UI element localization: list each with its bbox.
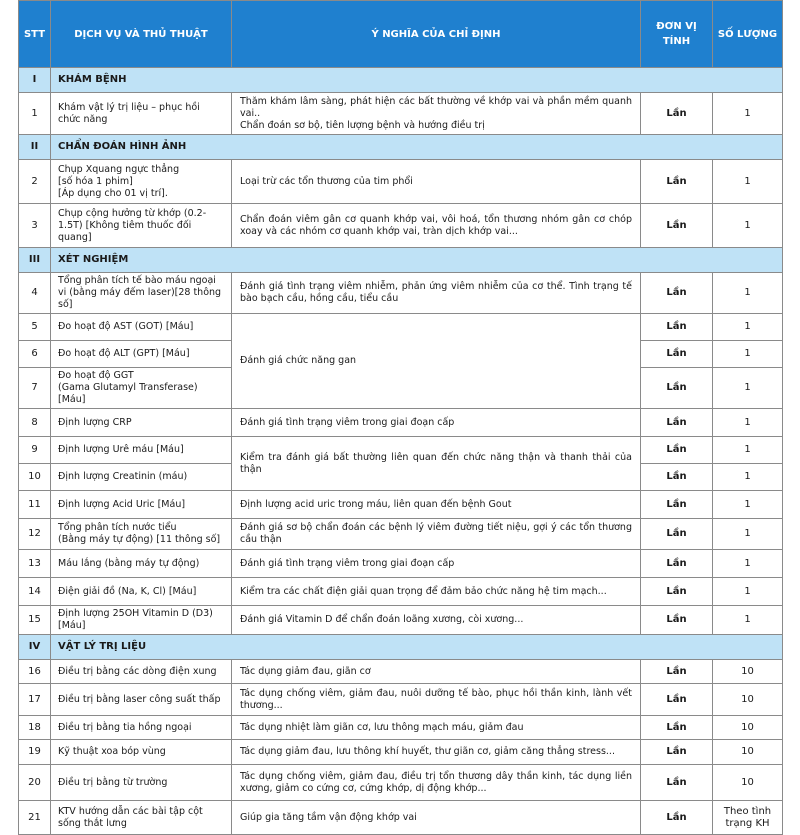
table-row xyxy=(19,660,783,684)
row-unit: Lần xyxy=(641,740,713,765)
section-title: XÉT NGHIỆM xyxy=(51,248,783,273)
row-service: Điều trị bằng laser công suất thấp xyxy=(51,684,232,716)
row-service: Đo hoạt độ AST (GOT) [Máu] xyxy=(51,314,232,341)
row-meaning: Chẩn đoán viêm gân cơ quanh khớp vai, vôi hoá, tổn thương nhóm gân cơ chóp xoay và các nhóm cơ quanh khớp vai, tràn dịch khớp vai... xyxy=(232,204,641,248)
row-unit: Lần xyxy=(641,437,713,464)
row-stt: 12 xyxy=(19,519,51,550)
row-stt: 15 xyxy=(19,606,51,635)
table-row xyxy=(19,160,783,204)
row-qty: 1 xyxy=(713,314,783,341)
row-qty: 1 xyxy=(713,578,783,606)
row-meaning: Tác dụng chống viêm, giảm đau, điều trị tổn thương dây thần kinh, tác dụng liền xương, giảm co cứng cơ, cứng khớp, dị động khớp... xyxy=(232,765,641,801)
row-unit: Lần xyxy=(641,578,713,606)
row-qty: 1 xyxy=(713,204,783,248)
table-row xyxy=(19,314,783,341)
row-stt: 19 xyxy=(19,740,51,765)
row-stt: 20 xyxy=(19,765,51,801)
section-number: II xyxy=(19,135,51,160)
row-stt: 1 xyxy=(19,93,51,135)
table-row xyxy=(19,519,783,550)
row-meaning: Tác dụng nhiệt làm giãn cơ, lưu thông mạch máu, giảm đau xyxy=(232,716,641,740)
row-qty: 1 xyxy=(713,491,783,519)
row-qty: 1 xyxy=(713,273,783,314)
row-stt: 4 xyxy=(19,273,51,314)
row-qty: 10 xyxy=(713,684,783,716)
row-stt: 7 xyxy=(19,368,51,409)
table-row xyxy=(19,578,783,606)
row-stt: 8 xyxy=(19,409,51,437)
table-row xyxy=(19,409,783,437)
row-meaning: Tác dụng chống viêm, giảm đau, nuôi dưỡng tế bào, phục hồi thần kinh, lành vết thương... xyxy=(232,684,641,716)
row-meaning: Tác dụng giảm đau, giãn cơ xyxy=(232,660,641,684)
row-meaning: Loại trừ các tổn thương của tim phổi xyxy=(232,160,641,204)
header-stt: STT xyxy=(19,1,51,68)
row-service: Chụp Xquang ngực thẳng [số hóa 1 phim] [Áp dụng cho 01 vị trí]. xyxy=(51,160,232,204)
row-service: Điều trị bằng từ trường xyxy=(51,765,232,801)
header-unit xyxy=(641,1,713,68)
row-stt: 14 xyxy=(19,578,51,606)
table-row xyxy=(19,204,783,248)
row-qty: 1 xyxy=(713,160,783,204)
row-qty: 1 xyxy=(713,409,783,437)
table-row xyxy=(19,93,783,135)
table-header-row xyxy=(19,1,783,68)
row-service: Chụp cộng hưởng từ khớp (0.2-1.5T) [Không tiêm thuốc đối quang] xyxy=(51,204,232,248)
row-service: Tổng phân tích tế bào máu ngoại vi (bằng máy đếm laser)[28 thông số] xyxy=(51,273,232,314)
row-qty: 1 xyxy=(713,519,783,550)
table-row xyxy=(19,740,783,765)
table-row xyxy=(19,437,783,464)
row-qty: 1 xyxy=(713,341,783,368)
row-unit: Lần xyxy=(641,93,713,135)
row-unit: Lần xyxy=(641,160,713,204)
row-unit: Lần xyxy=(641,368,713,409)
header-service: DỊCH VỤ VÀ THỦ THUẬT xyxy=(51,1,232,68)
row-unit: Lần xyxy=(641,273,713,314)
table-row xyxy=(19,491,783,519)
row-service: Đo hoạt độ GGT (Gama Glutamyl Transferase) [Máu] xyxy=(51,368,232,409)
row-service: Định lượng Urê máu [Máu] xyxy=(51,437,232,464)
section-number: III xyxy=(19,248,51,273)
row-service: Điện giải đồ (Na, K, Cl) [Máu] xyxy=(51,578,232,606)
row-stt: 10 xyxy=(19,464,51,491)
row-service: Định lượng 25OH Vitamin D (D3) [Máu] xyxy=(51,606,232,635)
row-service: Định lượng CRP xyxy=(51,409,232,437)
row-meaning: Kiểm tra các chất điện giải quan trọng để đảm bảo chức năng hệ tim mạch... xyxy=(232,578,641,606)
header-qty: SỐ LƯỢNG xyxy=(713,1,783,68)
row-unit: Lần xyxy=(641,519,713,550)
row-unit: Lần xyxy=(641,606,713,635)
row-qty: Theo tình trạng KH xyxy=(713,801,783,835)
row-stt: 21 xyxy=(19,801,51,835)
row-service: KTV hướng dẫn các bài tập cột sống thắt lưng xyxy=(51,801,232,835)
row-unit: Lần xyxy=(641,204,713,248)
header-meaning: Ý NGHĨA CỦA CHỈ ĐỊNH xyxy=(232,1,641,68)
row-service: Điều trị bằng tia hồng ngoại xyxy=(51,716,232,740)
table-row xyxy=(19,684,783,716)
table-row xyxy=(19,765,783,801)
row-meaning: Thăm khám lâm sàng, phát hiện các bất thường về khớp vai và phần mềm quanh vai.. Chẩn đoán sơ bộ, tiên lượng bệnh và hướng điều trị xyxy=(232,93,641,135)
row-qty: 10 xyxy=(713,660,783,684)
table-row xyxy=(19,801,783,835)
section-row xyxy=(19,135,783,160)
row-qty: 1 xyxy=(713,464,783,491)
section-row xyxy=(19,68,783,93)
row-meaning: Đánh giá tình trạng viêm trong giai đoạn cấp xyxy=(232,409,641,437)
row-unit: Lần xyxy=(641,660,713,684)
row-service: Khám vật lý trị liệu – phục hồi chức năng xyxy=(51,93,232,135)
row-stt: 5 xyxy=(19,314,51,341)
row-unit: Lần xyxy=(641,716,713,740)
row-unit: Lần xyxy=(641,341,713,368)
row-stt: 9 xyxy=(19,437,51,464)
row-stt: 6 xyxy=(19,341,51,368)
row-service: Máu lắng (bằng máy tự động) xyxy=(51,550,232,578)
row-service: Đo hoạt độ ALT (GPT) [Máu] xyxy=(51,341,232,368)
header-unit-label: ĐƠN VỊ TÍNH xyxy=(656,21,697,47)
row-unit: Lần xyxy=(641,409,713,437)
row-stt: 18 xyxy=(19,716,51,740)
section-row xyxy=(19,248,783,273)
row-meaning: Giúp gia tăng tầm vận động khớp vai xyxy=(232,801,641,835)
row-qty: 10 xyxy=(713,740,783,765)
row-service: Kỹ thuật xoa bóp vùng xyxy=(51,740,232,765)
row-unit: Lần xyxy=(641,765,713,801)
row-unit: Lần xyxy=(641,464,713,491)
row-unit: Lần xyxy=(641,684,713,716)
row-qty: 10 xyxy=(713,765,783,801)
row-service: Định lượng Acid Uric [Máu] xyxy=(51,491,232,519)
row-qty: 1 xyxy=(713,93,783,135)
row-unit: Lần xyxy=(641,801,713,835)
row-stt: 13 xyxy=(19,550,51,578)
section-row xyxy=(19,635,783,660)
row-stt: 2 xyxy=(19,160,51,204)
section-title: CHẨN ĐOÁN HÌNH ẢNH xyxy=(51,135,783,160)
service-table xyxy=(18,0,783,835)
section-title: KHÁM BỆNH xyxy=(51,68,783,93)
row-service: Điều trị bằng các dòng điện xung xyxy=(51,660,232,684)
section-number: IV xyxy=(19,635,51,660)
row-service: Tổng phân tích nước tiểu (Bằng máy tự động) [11 thông số] xyxy=(51,519,232,550)
table-row xyxy=(19,606,783,635)
table-row xyxy=(19,550,783,578)
row-stt: 3 xyxy=(19,204,51,248)
section-number: I xyxy=(19,68,51,93)
row-meaning: Đánh giá chức năng gan xyxy=(232,314,641,409)
row-qty: 1 xyxy=(713,368,783,409)
row-qty: 1 xyxy=(713,606,783,635)
row-service: Định lượng Creatinin (máu) xyxy=(51,464,232,491)
row-unit: Lần xyxy=(641,491,713,519)
row-meaning: Định lượng acid uric trong máu, liên quan đến bệnh Gout xyxy=(232,491,641,519)
row-qty: 1 xyxy=(713,437,783,464)
section-title: VẬT LÝ TRỊ LIỆU xyxy=(51,635,783,660)
row-unit: Lần xyxy=(641,550,713,578)
row-qty: 10 xyxy=(713,716,783,740)
row-meaning: Tác dụng giảm đau, lưu thông khí huyết, thư giãn cơ, giảm căng thẳng stress... xyxy=(232,740,641,765)
row-stt: 11 xyxy=(19,491,51,519)
row-meaning: Đánh giá Vitamin D để chẩn đoán loãng xương, còi xương... xyxy=(232,606,641,635)
row-unit: Lần xyxy=(641,314,713,341)
row-meaning: Đánh giá sơ bộ chẩn đoán các bệnh lý viêm đường tiết niệu, gợi ý các tổn thương cầu thận xyxy=(232,519,641,550)
row-stt: 16 xyxy=(19,660,51,684)
row-meaning: Đánh giá tình trạng viêm nhiễm, phản ứng viêm nhiễm của cơ thể. Tình trạng tế bào bạch cầu, hồng cầu, tiểu cầu xyxy=(232,273,641,314)
row-meaning: Đánh giá tình trạng viêm trong giai đoạn cấp xyxy=(232,550,641,578)
row-stt: 17 xyxy=(19,684,51,716)
table-row xyxy=(19,273,783,314)
table-row xyxy=(19,716,783,740)
row-qty: 1 xyxy=(713,550,783,578)
row-meaning: Kiểm tra đánh giá bất thường liên quan đến chức năng thận và thanh thải của thận xyxy=(232,437,641,491)
